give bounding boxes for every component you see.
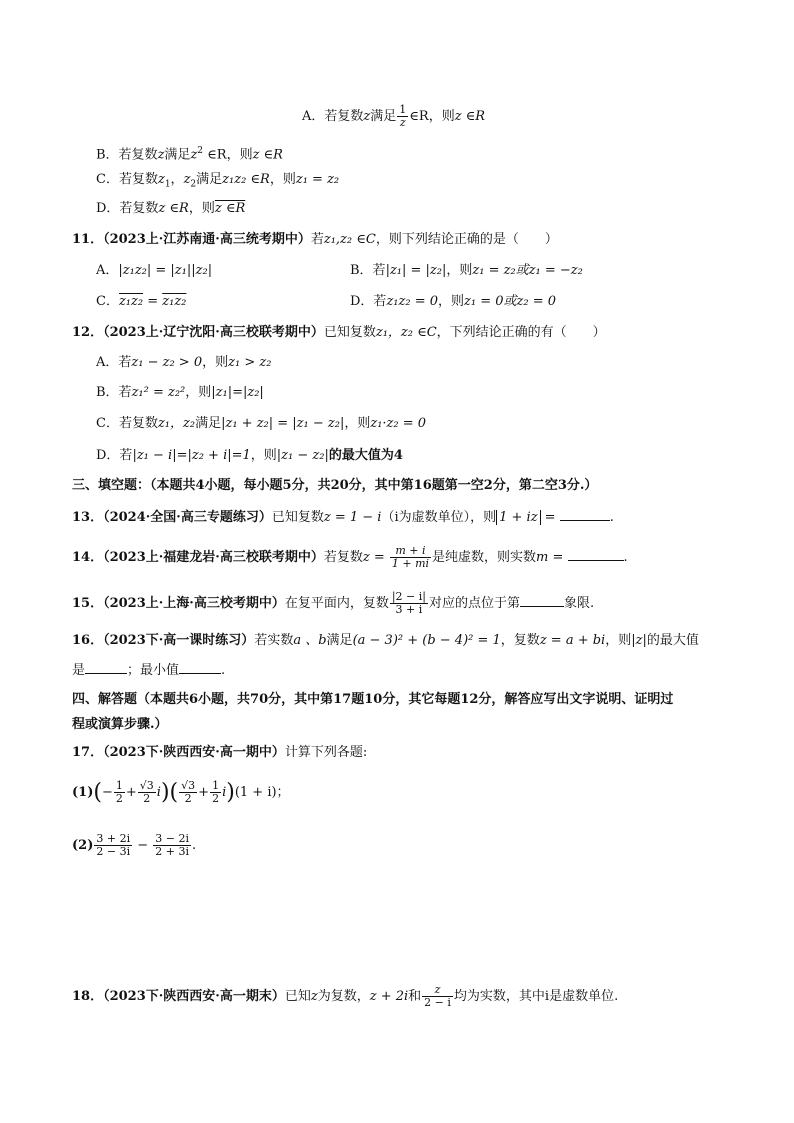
- q11-stem: 11．（2023上·江苏南通·高三统考期中）若z₁,z₂ ∈C，则下列结论正确的是（ ）: [72, 232, 558, 247]
- q12-option-b[interactable]: B．若z₁² = z₂²，则|z₁|=|z₂|: [96, 385, 264, 400]
- q12-option-d[interactable]: D．若|z₁ − i|=|z₂ + i|=1，则|z₁ − z₂|的最大值为4: [96, 448, 403, 463]
- q12-option-c[interactable]: C．若复数z₁，z₂满足|z₁ + z₂| = |z₁ − z₂|，则z₁·z₂ = 0: [96, 416, 427, 431]
- q11-option-d[interactable]: D．若z₁z₂ = 0，则z₁ = 0或z₂ = 0: [350, 294, 556, 309]
- q11-option-a[interactable]: A．|z₁z₂| = |z₁||z₂|: [96, 263, 213, 278]
- q17-part2: (2) $\frac{3 + 2i}{2 - 3i}$ − $\frac{3 - 2i}{2 + 3i}$ .: [72, 832, 197, 858]
- section-title-solve: 四、解答题（本题共6小题，共70分，其中第17题10分，其它每题12分，解答应写出文字说明、证明过: [72, 692, 674, 707]
- answer-blank[interactable]: [520, 594, 564, 607]
- q11-option-b[interactable]: B．若|z₁| = |z₂|，则z₁ = z₂或z₁ = −z₂: [350, 263, 583, 278]
- fraction: $\frac{1}{2}$: [212, 779, 220, 805]
- fraction: $\frac{√3}{2}$: [139, 779, 154, 805]
- q17-part1: (1)(− $\frac{1}{2}$ + $\frac{√3}{2}$ i)( $\frac{√3}{2}$ + $\frac{1}{2}$ i)(1 + i)；: [72, 779, 290, 805]
- q12-stem: 12．（2023上·辽宁沈阳·高三校联考期中）已知复数z₁，z₂ ∈C，下列结论正确的有（ ）: [72, 325, 606, 340]
- fraction: $\frac{1}{z}$: [399, 103, 407, 129]
- q16-line2: 是 ；最小值 .: [72, 663, 226, 678]
- q15-stem: 15．（2023上·上海·高三校考期中）在复平面内，复数 $\frac{|2 - i|}{3 + i}$ 对应的点位于第 象限.: [72, 590, 595, 616]
- q10-option-c[interactable]: C．若复数$z_1$，$z_2$满足z₁z₂ ∈R，则z₁ = z₂: [96, 172, 340, 190]
- fraction: $\frac{1}{2}$: [115, 779, 123, 805]
- answer-blank[interactable]: [568, 548, 624, 561]
- q12-option-a[interactable]: A．若z₁ − z₂ > 0，则z₁ > z₂: [96, 355, 272, 370]
- q13-stem: 13．（2024·全国·高三专题练习）已知复数z = 1 − i（i为虚数单位），则 1 + iz = .: [72, 510, 614, 525]
- q10-option-a[interactable]: A．若复数z满足 $\frac{1}{z}$ ∈R，则z ∈R: [302, 103, 486, 129]
- answer-blank[interactable]: [179, 661, 221, 674]
- fraction: $\frac{3 - 2i}{2 + 3i}$: [155, 832, 189, 858]
- section-title-solve-cont: 程或演算步骤.）: [72, 717, 168, 732]
- fraction: $\frac{|2 - i|}{3 + i}$: [391, 590, 426, 616]
- q10-option-d[interactable]: D．若复数z ∈R，则z ∈R: [96, 201, 246, 216]
- q18-stem: 18．（2023下·陕西西安·高一期末）已知z为复数，z + 2i和 $\frac{z}{2 - i}$ 均为实数，其中i是虚数单位.: [72, 983, 619, 1009]
- q10-option-b[interactable]: B．若复数z满足$z^2$ ∈R，则z ∈R: [96, 146, 283, 163]
- fraction: $\frac{3 + 2i}{2 - 3i}$: [96, 832, 131, 858]
- fraction: $\frac{m + i}{1 + mi}$: [391, 544, 430, 570]
- answer-blank[interactable]: [85, 661, 127, 674]
- q14-stem: 14．（2023上·福建龙岩·高三校联考期中）若复数z = $\frac{m + i}{1 + mi}$ 是纯虚数，则实数m = .: [72, 544, 628, 570]
- q11-option-c[interactable]: C．z₁z₂ = z₁z₂: [96, 294, 187, 309]
- q16-stem: 16．（2023下·高一课时练习）若实数a 、b满足(a − 3)² + (b − 4)² = 1，复数z = a + bi，则|z|的最大值: [72, 633, 699, 648]
- fraction: $\frac{z}{2 - i}$: [424, 983, 451, 1009]
- answer-blank[interactable]: [560, 508, 610, 521]
- q17-stem: 17．（2023下·陕西西安·高一期中）计算下列各题:: [72, 745, 368, 760]
- fraction: $\frac{√3}{2}$: [181, 779, 196, 805]
- section-title-fill-in: 三、填空题：（本题共4小题，每小题5分，共20分，其中第16题第一空2分，第二空3分.）: [72, 478, 598, 493]
